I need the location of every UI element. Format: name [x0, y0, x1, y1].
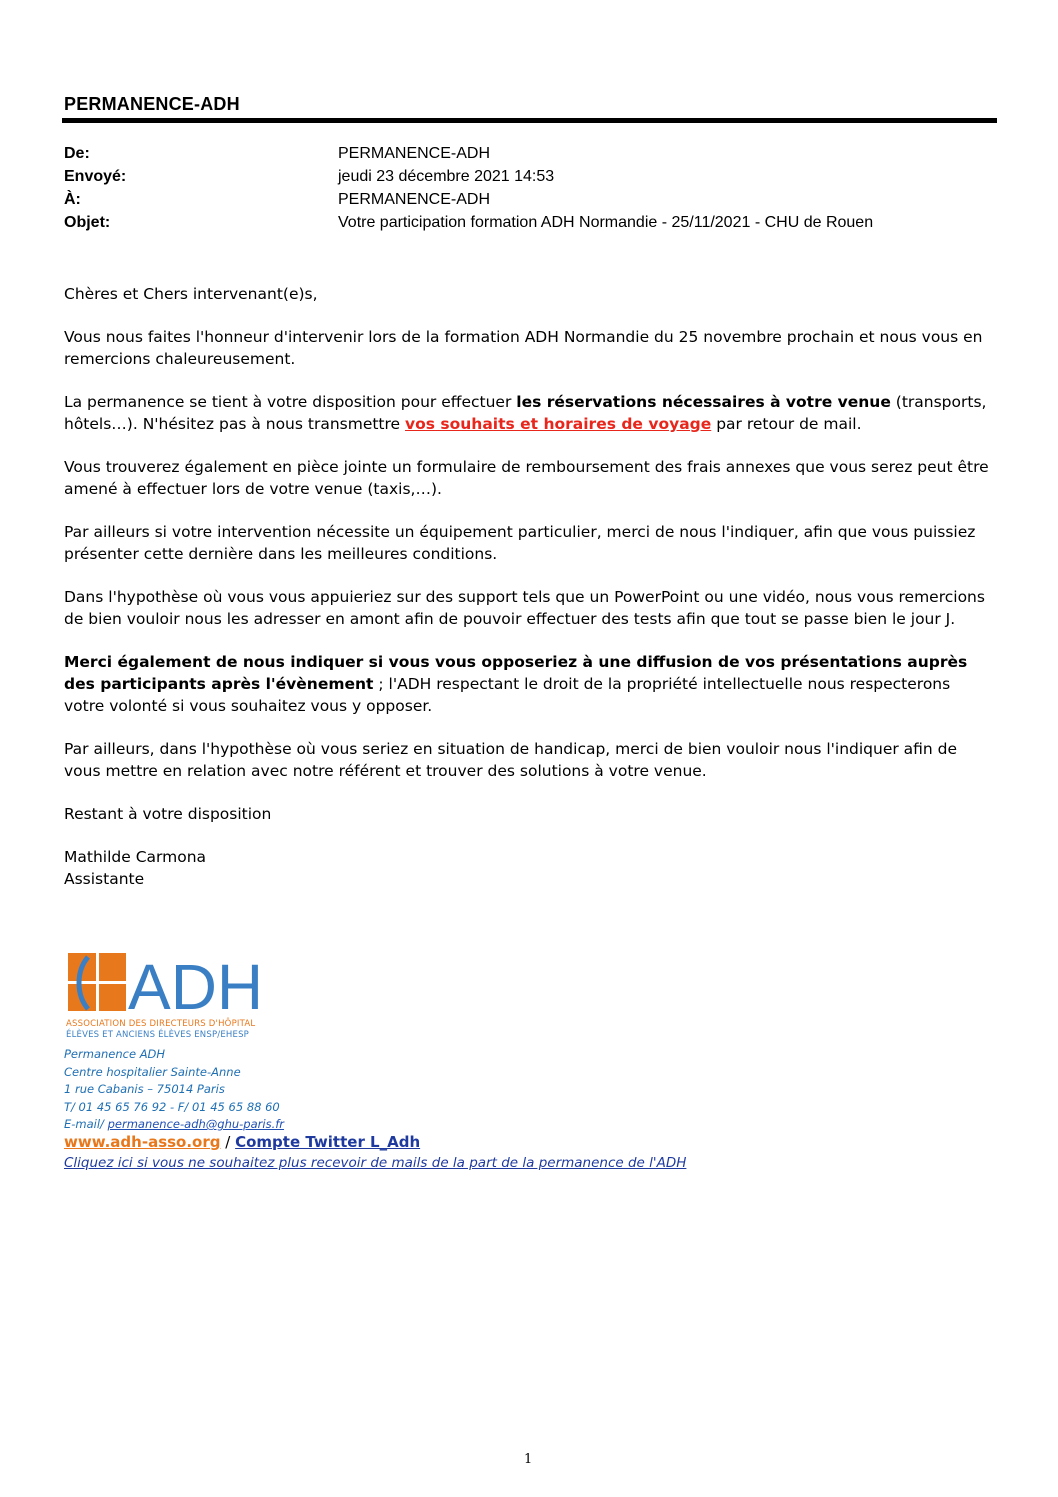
- reservations-emphasis: les réservations nécessaires à votre venue: [516, 393, 891, 411]
- greeting: Chères et Chers intervenant(e)s,: [64, 285, 318, 303]
- page-number: 1: [524, 1452, 533, 1467]
- signature-address: Permanence ADH Centre hospitalier Sainte-Anne 1 rue Cabanis – 75014 Paris T/ 01 45 65 76 92 - F/ 01 45 65 88 60 E-mail/ permanence-adh@ghu-paris.fr: [64, 1047, 285, 1131]
- travel-wishes-link[interactable]: vos souhaits et horaires de voyage: [405, 415, 712, 433]
- header-key: De:: [64, 145, 90, 162]
- header-key: À:: [64, 191, 81, 208]
- paragraph-reimbursement: Vous trouverez également en pièce jointe un formulaire de remboursement des frais annexes que vous serez peut être amené à effectuer lors de votre venue (taxis,…).: [64, 458, 989, 498]
- footer-links: www.adh-asso.org / Compte Twitter L_Adh: [64, 1133, 421, 1151]
- closing-line: Restant à votre disposition: [64, 805, 272, 823]
- header-value: PERMANENCE-ADH: [338, 191, 491, 208]
- signature-role: Assistante: [64, 870, 145, 888]
- document-title: PERMANENCE-ADH: [64, 94, 240, 114]
- unsubscribe-link[interactable]: Cliquez ici si vous ne souhaitez plus recevoir de mails de la part de la permanence de l'ADH: [64, 1155, 687, 1171]
- paragraph-support: Dans l'hypothèse où vous vous appuieriez sur des support tels que un PowerPoint ou une vidéo, nous vous remercions de bien vouloir nous les adresser en amont afin de pouvoir effectuer des tests afin que tout se passe bien le jour J.: [64, 588, 985, 628]
- logo-subtitle: ASSOCIATION DES DIRECTEURS D'HÔPITAL ÉLÈVES ET ANCIENS ÉLÈVES ENSP/EHESP: [66, 1019, 256, 1040]
- paragraph-intro: Vous nous faites l'honneur d'intervenir lors de la formation ADH Normandie du 25 novembre prochain et nous vous en remercions chaleureusement.: [64, 328, 983, 368]
- signature-name: Mathilde Carmona: [64, 848, 207, 866]
- paragraph-equipment: Par ailleurs si votre intervention nécessite un équipement particulier, merci de nous l'indiquer, afin que vous puissiez présenter cette dernière dans les meilleures conditions.: [64, 523, 976, 563]
- title-divider: [62, 118, 997, 123]
- paragraph-reservations: La permanence se tient à votre disposition pour effectuer les réservations nécessaires à votre venue (transports, hôtels…). N'hésitez pas à nous transmettre vos souhaits et horaires de voyage par retour de mail.: [64, 393, 987, 433]
- header-value: jeudi 23 décembre 2021 14:53: [338, 168, 555, 185]
- email-link[interactable]: permanence-adh@ghu-paris.fr: [107, 1117, 285, 1131]
- logo-text: ADH: [128, 951, 264, 1023]
- paragraph-handicap: Par ailleurs, dans l'hypothèse où vous seriez en situation de handicap, merci de bien vouloir nous l'indiquer afin de vous mettre en relation avec notre référent et trouver des solutions à votre venue.: [64, 740, 958, 780]
- header-key: Envoyé:: [64, 168, 127, 185]
- header-key: Objet:: [64, 214, 111, 231]
- diffusion-emphasis: Merci également de nous indiquer si vous vous opposeriez à une diffusion de vos présentations auprès des participants après l'évènement: [64, 653, 968, 693]
- paragraph-diffusion: Merci également de nous indiquer si vous vous opposeriez à une diffusion de vos présentations auprès des participants après l'évènement ; l'ADH respectant le droit de la propriété intellectuelle nous respecterons votre volonté si vous souhaitez vous y opposer.: [64, 653, 968, 715]
- twitter-link[interactable]: Compte Twitter L_Adh: [235, 1133, 421, 1151]
- email-body: [64, 283, 994, 890]
- header-value: Votre participation formation ADH Normandie - 25/11/2021 - CHU de Rouen: [338, 214, 874, 231]
- website-link[interactable]: www.adh-asso.org: [64, 1133, 221, 1151]
- header-value: PERMANENCE-ADH: [338, 145, 491, 162]
